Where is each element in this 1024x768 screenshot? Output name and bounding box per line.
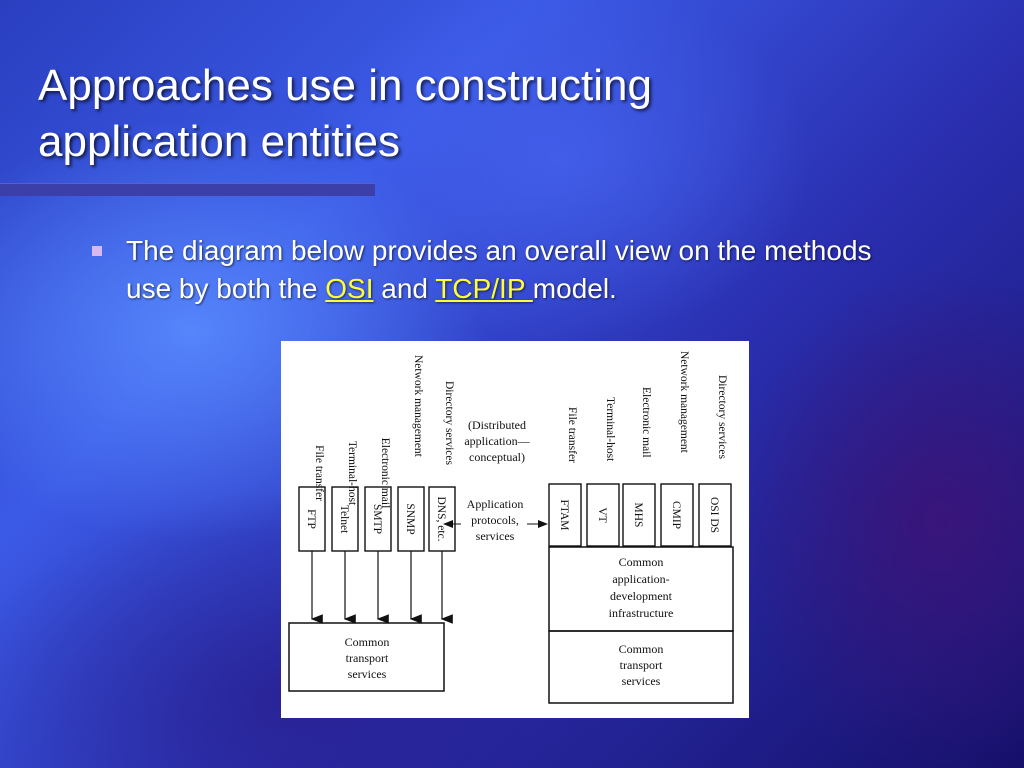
osi-transport-line-1: Common (618, 642, 664, 656)
osi-service-labels (566, 351, 728, 463)
bullet-text (126, 232, 912, 308)
osi-link[interactable]: OSI (325, 273, 374, 304)
tcpip-transport-line-1: Common (344, 635, 390, 649)
conceptual-label (464, 418, 530, 464)
tcpip-protocol-telnet: Telnet (338, 504, 350, 534)
osi-service-terminal-host: Terminal-host (604, 397, 616, 462)
osi-protocol-osi-ds: OSI DS (708, 496, 720, 534)
bullet-text-start: The diagram below provides an overall view on the methods use by both the (126, 235, 872, 304)
tcpip-service-directory-services: Directory services (443, 381, 455, 465)
square-bullet-icon (92, 246, 102, 256)
tcpip-protocol-smtp: SMTP (371, 503, 383, 535)
osi-service-network-management: Network management (678, 351, 690, 453)
tcpip-service-network-management: Network management (412, 355, 424, 457)
osi-protocol-mhs: MHS (632, 502, 644, 528)
tcpip-protocol-ftp: FTP (305, 509, 317, 529)
title-underline-bar (0, 183, 375, 196)
protocols-line-2: protocols, (471, 513, 519, 527)
protocols-line-1: Application (466, 497, 524, 511)
tcpip-service-electronic-mail: Electronic mail (379, 437, 391, 509)
bullet-text-middle: and (373, 273, 436, 304)
tcpip-protocol-snmp: SNMP (404, 503, 416, 535)
osi-infrastructure-line-2: application- (612, 572, 670, 586)
osi-service-file-transfer: File transfer (566, 407, 578, 463)
slide-title-line-2: application entities (38, 117, 401, 166)
osi-protocol-boxes (549, 484, 731, 546)
osi-protocol-cmip: CMIP (670, 500, 682, 530)
osi-service-directory-services: Directory services (716, 375, 728, 459)
tcpip-service-labels (313, 355, 455, 508)
bullet-item (92, 232, 912, 308)
tcpip-transport-line-3: services (347, 667, 387, 681)
diagram-svg (281, 341, 749, 718)
osi-infrastructure-text (609, 555, 674, 620)
osi-transport-line-2: transport (619, 658, 663, 672)
slide-title (38, 58, 938, 170)
osi-infrastructure-line-4: infrastructure (608, 606, 674, 620)
protocols-line-3: services (475, 529, 515, 543)
osi-service-electronic-mail: Electronic mail (640, 387, 652, 458)
protocols-label (467, 497, 524, 543)
osi-transport-line-3: services (621, 674, 661, 688)
conceptual-line-2: application— (464, 434, 530, 448)
tcpip-service-file-transfer: File transfer (313, 445, 325, 501)
osi-protocol-ftam: FTAM (558, 499, 570, 531)
bullet-text-end: model. (532, 273, 617, 304)
slide-title-line-1: Approaches use in constructing (38, 61, 652, 110)
osi-infrastructure-line-1: Common (618, 555, 664, 569)
architecture-diagram (281, 341, 749, 718)
osi-infrastructure-line-3: development (610, 589, 672, 603)
tcpip-service-terminal-host: Terminal-host (346, 440, 358, 506)
tcpip-arrows (312, 551, 442, 619)
conceptual-line-3: conceptual) (469, 450, 525, 464)
tcpip-protocol-dns-etc: DNS, etc. (435, 496, 447, 542)
conceptual-line-1: (Distributed (468, 418, 526, 432)
tcpip-transport-line-2: transport (345, 651, 389, 665)
osi-transport-text (619, 642, 664, 688)
tcpip-transport-text (345, 635, 390, 681)
osi-protocol-vt: VT (596, 507, 608, 523)
tcpip-link[interactable]: TCP/IP (435, 273, 533, 304)
